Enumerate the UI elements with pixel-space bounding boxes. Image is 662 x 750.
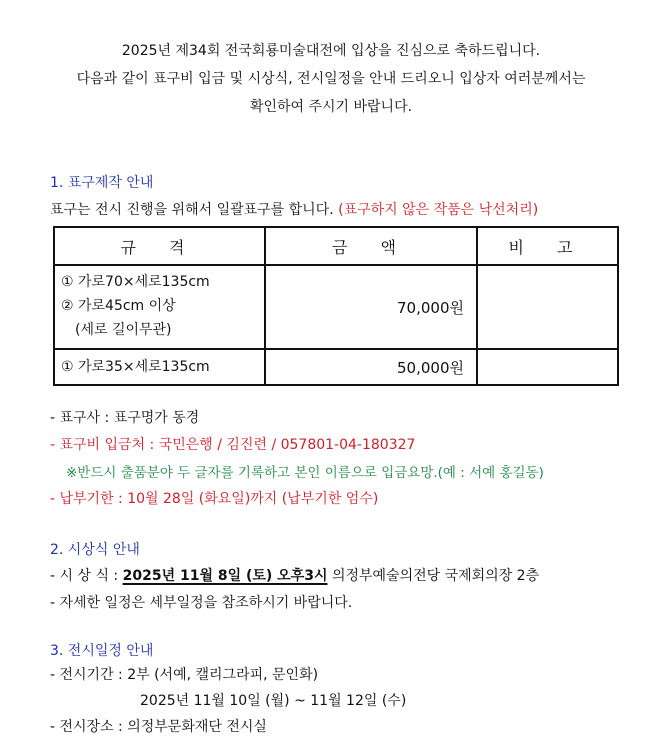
row1-note: [477, 265, 618, 349]
section3-title: 3. 전시일정 안내: [50, 643, 154, 659]
row1-spec: [54, 265, 265, 349]
section1-desc-warning: (표구하지 않은 작품은 낙선처리): [338, 202, 539, 218]
ceremony-place: 의정부예술의전당 국제회의장 2층: [331, 568, 540, 584]
ceremony-label: - 시 상 식 :: [50, 568, 119, 584]
fee-table: [53, 226, 619, 386]
row2-spec-line1: ① 가로35×세로135cm: [61, 359, 210, 375]
header-note: 비 고: [477, 227, 618, 265]
exhibition-venue-row: [50, 716, 267, 736]
section1-desc-text: 표구는 전시 진행을 위해서 일괄표구를 합니다.: [50, 202, 334, 218]
table-row: [54, 349, 618, 385]
intro-line-3: 확인하여 주시기 바랍니다.: [249, 99, 413, 115]
section1-desc: [50, 199, 538, 219]
venue-name: 의정부문화재단 전시실: [127, 719, 267, 735]
schedule-detail: - 자세한 일정은 세부일정을 참조하시기 바랍니다.: [50, 595, 353, 611]
table-row: [54, 265, 618, 349]
row2-spec: [54, 349, 265, 385]
fee-table-header-row: [54, 227, 618, 265]
header-spec: 규 격: [54, 227, 265, 265]
section1-title: 1. 표구제작 안내: [50, 175, 154, 191]
exhibition-dates: 2025년 11월 10일 (월) ~ 11월 12일 (수): [140, 693, 407, 709]
header-price: 금 액: [265, 227, 477, 265]
section2-title: 2. 시상식 안내: [50, 542, 140, 558]
row1-price: 70,000원: [265, 265, 477, 349]
ceremony-date: 2025년 11월 8일 (토) 오후3시: [122, 568, 328, 584]
payment-deadline: - 납부기한 : 10월 28일 (화요일)까지 (납부기한 엄수): [50, 491, 379, 507]
deposit-notice: ※반드시 출품분야 두 글자를 기록하고 본인 이름으로 입금요망.(예 : 서예 홍길동): [66, 465, 544, 481]
row2-note: [477, 349, 618, 385]
period-part: 2부 (서예, 캘리그라피, 문인화): [127, 667, 319, 683]
row1-spec-line1: ① 가로70×세로135cm: [61, 274, 210, 290]
framer-info: - 표구사 : 표구명가 동경: [50, 410, 200, 426]
intro-line-1: 2025년 제34회 전국회룡미술대전에 입상을 진심으로 축하드립니다.: [121, 43, 541, 59]
account-info: - 표구비 입금처 : 국민은행 / 김진련 / 057801-04-180327: [50, 437, 416, 453]
venue-label: - 전시장소 :: [50, 719, 123, 735]
row1-spec-line3: (세로 길이무관): [75, 322, 172, 338]
row2-price: 50,000원: [265, 349, 477, 385]
intro-line-2: 다음과 같이 표구비 입금 및 시상식, 전시일정을 안내 드리오니 입상자 여러분께서는: [76, 71, 586, 87]
exhibition-period: [50, 664, 318, 684]
period-label: - 전시기간 :: [50, 667, 123, 683]
row1-spec-line2: ② 가로45cm 이상: [61, 298, 176, 314]
ceremony-row: [50, 565, 539, 585]
